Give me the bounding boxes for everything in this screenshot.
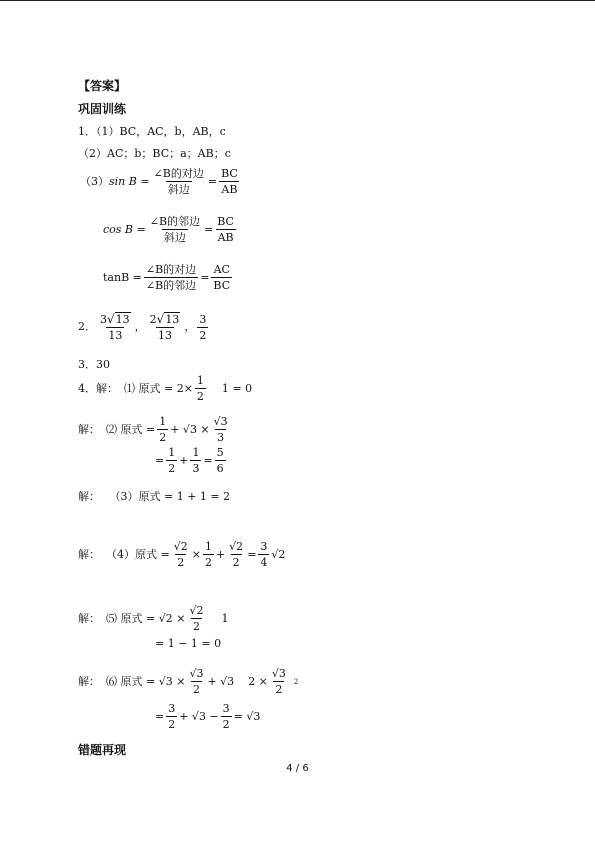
q4-s2-f1-numerator: 1 bbox=[159, 415, 167, 428]
q4-s4-fraction-3 bbox=[227, 540, 245, 569]
q2-f1-coefficient: 3 bbox=[100, 313, 107, 326]
consolidate-heading: 巩固训练 bbox=[78, 102, 127, 116]
q4-s4-f2-denominator: 2 bbox=[204, 556, 212, 569]
q4-s1-prefix: ⑴ 原式 = 2× bbox=[124, 381, 193, 395]
q4-s6-solution-label: 解： bbox=[78, 674, 100, 688]
q4-label: 4．解： bbox=[78, 381, 118, 395]
tan-numerator: ∠B的对边 bbox=[145, 263, 197, 276]
q4-s4-prefix: （4）原式 = bbox=[106, 547, 170, 561]
q2-label: 2． bbox=[78, 320, 96, 333]
q4-s6b-f2-denominator: 2 bbox=[222, 718, 230, 731]
q4-step1 bbox=[78, 374, 252, 403]
q4-s2-fraction-1 bbox=[157, 415, 168, 444]
q4-s2b-f2-denominator: 3 bbox=[192, 462, 200, 475]
q4-s4-fraction-4 bbox=[258, 540, 269, 569]
q4-s2b-f2-numerator: 1 bbox=[192, 446, 200, 459]
tan-fraction-letters bbox=[211, 263, 232, 292]
q4-s6b-f1-numerator: 3 bbox=[168, 702, 176, 715]
q4-s6b-end: = √3 bbox=[233, 709, 261, 723]
q4-step6-result bbox=[155, 702, 260, 731]
cos-numerator: ∠B的邻边 bbox=[149, 215, 201, 228]
q4-s6-f1-denominator: 2 bbox=[192, 683, 200, 696]
sin-fraction-letters bbox=[219, 167, 240, 196]
cos-denominator: 斜边 bbox=[163, 231, 186, 244]
q1-label3: （3） bbox=[80, 174, 109, 188]
q2-fraction-2: 2 √ 13 13 bbox=[149, 312, 180, 342]
sin-lhs: sin B = bbox=[109, 174, 150, 188]
q2-f3-denominator: 2 bbox=[199, 328, 207, 342]
q4-step5 bbox=[78, 604, 228, 633]
sin-right-numerator: BC bbox=[221, 167, 238, 180]
q4-s6-fraction-1 bbox=[187, 667, 205, 696]
sin-right-denominator: AB bbox=[221, 183, 238, 196]
q4-s6-prefix: ⑹ 原式 = √3 × bbox=[106, 674, 186, 688]
q4-s2b-equals-2: = bbox=[203, 453, 213, 467]
q4-s6-exponent: 2 bbox=[293, 677, 299, 686]
q4-s6b-equals: = bbox=[155, 709, 165, 723]
q4-s2b-fraction-2 bbox=[190, 446, 201, 475]
q4-s4-times: × bbox=[191, 547, 201, 561]
q1-line2: （2）AC；b；BC；a；AB；c bbox=[78, 147, 231, 160]
q4-s6-f2-denominator: 2 bbox=[275, 683, 283, 696]
q4-s2-middle: + √3 × bbox=[170, 422, 210, 436]
q2-f2-radicand: 13 bbox=[165, 313, 180, 326]
page-number: 4 / 6 bbox=[286, 763, 309, 774]
q4-s6b-f2-numerator: 3 bbox=[222, 702, 230, 715]
q4-s5-suffix: 1 bbox=[221, 611, 229, 625]
q4-s2b-f1-numerator: 1 bbox=[168, 446, 176, 459]
q4-s4-f2-numerator: 1 bbox=[204, 540, 212, 553]
q2-separator-1: ， bbox=[134, 320, 146, 333]
cos-right-denominator: AB bbox=[217, 231, 234, 244]
q4-s2b-fraction-3 bbox=[215, 446, 226, 475]
q4-s6-middle-2: 2 × bbox=[248, 674, 268, 688]
q4-s1-fraction bbox=[195, 374, 206, 403]
q4-step4 bbox=[78, 540, 285, 569]
q2-f3-numerator: 3 bbox=[199, 312, 207, 326]
q3-answer: 3．30 bbox=[78, 358, 110, 371]
tan-lhs: tanB = bbox=[103, 270, 142, 284]
tan-right-denominator: BC bbox=[213, 279, 231, 292]
tan-right-numerator: AC bbox=[213, 263, 230, 276]
q4-s4-f4-numerator: 3 bbox=[260, 540, 268, 553]
q4-s2b-f1-denominator: 2 bbox=[168, 462, 176, 475]
q4-s5-numerator: √2 bbox=[189, 604, 204, 617]
q4-s2b-fraction-1 bbox=[166, 446, 177, 475]
q4-s2-solution-label: 解： bbox=[78, 422, 100, 436]
q4-s5-prefix: ⑸ 原式 = √2 × bbox=[106, 611, 186, 625]
q4-s4-f3-denominator: 2 bbox=[232, 556, 240, 569]
q4-s4-plus: + bbox=[215, 547, 226, 561]
q4-s4-f1-numerator: √2 bbox=[173, 540, 188, 553]
q2-separator-2: ， bbox=[184, 320, 196, 333]
review-heading: 错题再现 bbox=[78, 743, 127, 757]
q4-s5-fraction bbox=[187, 604, 205, 633]
q4-s1-suffix: 1 = 0 bbox=[221, 381, 253, 395]
q4-step2-result bbox=[155, 446, 228, 475]
q4-s4-f1-denominator: 2 bbox=[177, 556, 185, 569]
q4-s4-fraction-2 bbox=[203, 540, 214, 569]
sin-fraction-words bbox=[152, 167, 206, 196]
q4-s2-f2-denominator: 3 bbox=[217, 431, 225, 444]
q4-s2-f2-numerator: √3 bbox=[213, 415, 228, 428]
q4-s4-end: √2 bbox=[271, 547, 286, 561]
cos-lhs: cos B = bbox=[103, 222, 146, 236]
q2-fraction-3 bbox=[197, 313, 208, 342]
q4-step3 bbox=[78, 490, 230, 504]
q4-s6-middle: + √3 bbox=[207, 674, 235, 688]
q4-s2-f1-denominator: 2 bbox=[159, 431, 167, 444]
q4-s2b-equals: = bbox=[155, 453, 165, 467]
q4-s2b-f3-denominator: 6 bbox=[216, 462, 224, 475]
q2-f1-radicand: 13 bbox=[115, 313, 130, 326]
q4-s6-f2-numerator: √3 bbox=[271, 667, 286, 680]
q4-step2 bbox=[78, 415, 232, 444]
q4-s4-f4-denominator: 4 bbox=[260, 556, 268, 569]
q4-step5-result: = 1 − 1 = 0 bbox=[155, 637, 222, 650]
q2-answers bbox=[78, 312, 210, 342]
q4-s6b-fraction-1 bbox=[166, 702, 177, 731]
cos-fraction-letters bbox=[215, 215, 236, 244]
q4-s2-prefix: ⑵ 原式 = bbox=[106, 422, 156, 436]
q4-s5-denominator: 2 bbox=[192, 620, 200, 633]
q1-sin-equation: （3） sin B = $\frac{\text{∠B的对边}}{\text{斜边}}$ = $\frac{BC}{AB}$ bbox=[80, 167, 238, 196]
q2-f2-coefficient: 2 bbox=[149, 313, 157, 326]
q4-s1-denominator: 2 bbox=[196, 390, 204, 403]
sin-numerator: ∠B的对边 bbox=[153, 167, 204, 180]
q4-s6-f1-numerator: √3 bbox=[189, 667, 204, 680]
q4-s4-fraction-1 bbox=[172, 540, 190, 569]
q4-s2b-f3-numerator: 5 bbox=[216, 446, 224, 459]
q4-step6 bbox=[78, 667, 298, 696]
cos-fraction-words bbox=[148, 215, 202, 244]
q4-s5-solution-label: 解： bbox=[78, 611, 100, 625]
q4-s3-solution-label: 解： bbox=[78, 490, 100, 503]
q2-fraction-1: 3 √ 13 13 bbox=[100, 312, 130, 342]
q1-line1: 1．（1）BC，AC，b，AB，c bbox=[78, 125, 226, 138]
q2-f2-denominator: 13 bbox=[157, 329, 172, 342]
answer-heading: 【答案】 bbox=[78, 79, 127, 93]
tan-fraction-words bbox=[144, 263, 198, 292]
q4-s6b-middle: + √3 − bbox=[179, 709, 219, 723]
q1-tan-equation: tanB = $\frac{\text{∠B的对边}}{\text{∠B的邻边}}$ = $\frac{AC}{BC}$ bbox=[103, 263, 231, 292]
q4-s3-text: （3）原式 = 1 + 1 = 2 bbox=[109, 490, 231, 503]
q4-s6-fraction-2 bbox=[270, 667, 288, 696]
q1-cos-equation: cos B = $\frac{\text{∠B的邻边}}{\text{斜边}}$ = $\frac{BC}{AB}$ bbox=[103, 215, 234, 244]
q4-s4-f3-numerator: √2 bbox=[229, 540, 244, 553]
cos-right-numerator: BC bbox=[217, 215, 234, 228]
q4-s6b-fraction-2 bbox=[221, 702, 232, 731]
q4-s1-numerator: 1 bbox=[196, 374, 204, 387]
q4-s2-fraction-2 bbox=[212, 415, 230, 444]
q2-f1-denominator: 13 bbox=[108, 329, 123, 342]
q4-s2b-plus: + bbox=[179, 453, 189, 467]
q4-s4-equals: = bbox=[247, 547, 257, 561]
q4-s6b-f1-denominator: 2 bbox=[168, 718, 176, 731]
tan-denominator: ∠B的邻边 bbox=[145, 279, 197, 292]
sin-denominator: 斜边 bbox=[167, 183, 190, 196]
q4-s4-solution-label: 解： bbox=[78, 547, 100, 561]
page-top-border bbox=[0, 0, 595, 1]
